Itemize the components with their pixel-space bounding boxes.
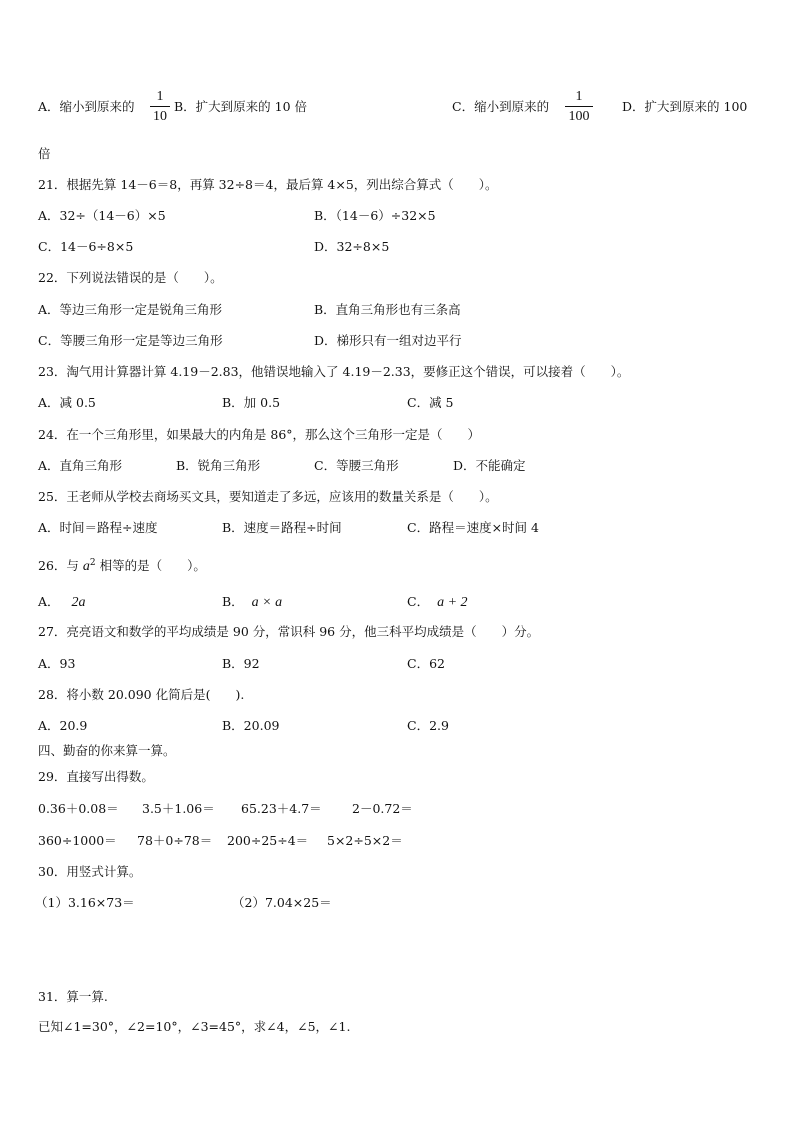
q27-option-a: A．93 xyxy=(38,656,76,671)
option-expression: a + 2 xyxy=(437,595,468,610)
fraction-denominator: 100 xyxy=(568,109,590,124)
option-label: A． xyxy=(38,594,60,609)
q26-option-b xyxy=(222,594,282,611)
q29-item: 5×2÷5×2＝ xyxy=(327,833,403,848)
q25-option-c: C．路程＝速度×时间 4 xyxy=(407,520,539,535)
q26-option-a xyxy=(38,594,86,611)
q24-option-d: D．不能确定 xyxy=(453,458,526,473)
q29-item: 0.36＋0.08＝ xyxy=(38,801,119,816)
section-four-title: 四、勤奋的你来算一算。 xyxy=(38,743,176,758)
q20-option-c: C．缩小到原来的 xyxy=(452,99,550,114)
q26-stem-prefix: 26．与 xyxy=(38,558,79,573)
fraction-numerator: 1 xyxy=(575,89,583,104)
option-expression: a × a xyxy=(251,595,283,610)
q28-option-c: C．2.9 xyxy=(407,718,449,733)
q25-stem: 25．王老师从学校去商场买文具，要知道走了多远，应该用的数量关系是（ ）。 xyxy=(38,489,498,504)
q30-part-1: （1）3.16×73＝ xyxy=(35,895,135,910)
q26-option-c xyxy=(407,594,468,611)
q21-option-b: B．（14－6）÷32×5 xyxy=(314,208,436,223)
q20-option-d: D．扩大到原来的 100 xyxy=(622,99,748,114)
fraction-bar xyxy=(150,106,170,107)
q29-item: 65.23＋4.7＝ xyxy=(241,801,322,816)
q28-option-b: B．20.09 xyxy=(222,718,280,733)
q20-option-a: A．缩小到原来的 xyxy=(38,99,135,114)
q21-option-c: C．14－6÷8×5 xyxy=(38,239,134,254)
option-label: C． xyxy=(407,594,430,609)
q21-stem: 21．根据先算 14－6＝8，再算 32÷8＝4，最后算 4×5，列出综合算式（ ）。 xyxy=(38,177,498,192)
q20-fraction-one-hundredth xyxy=(565,88,593,125)
fraction-bar xyxy=(565,106,593,107)
q29-item: 2－0.72＝ xyxy=(352,801,413,816)
q20-option-b: B．扩大到原来的 10 倍 xyxy=(174,99,308,114)
q20-fraction-one-tenth xyxy=(150,88,170,125)
q21-option-d: D．32÷8×5 xyxy=(314,239,390,254)
q26-stem-exponent: 2 xyxy=(89,557,96,568)
q26-stem xyxy=(38,558,206,575)
q31-body: 已知∠1=30°，∠2=10°，∠3=45°，求∠4，∠5，∠1. xyxy=(38,1019,351,1034)
q29-stem: 29．直接写出得数。 xyxy=(38,769,154,784)
q25-option-a: A．时间＝路程÷速度 xyxy=(38,520,158,535)
q29-item: 360÷1000＝ xyxy=(38,833,117,848)
q30-part-2: （2）7.04×25＝ xyxy=(232,895,332,910)
fraction-numerator: 1 xyxy=(156,89,164,104)
q31-stem: 31．算一算. xyxy=(38,989,108,1004)
q26-stem-variable: a xyxy=(82,559,90,574)
q28-stem: 28．将小数 20.090 化简后是( ). xyxy=(38,687,245,702)
q29-item: 3.5＋1.06＝ xyxy=(142,801,215,816)
q29-item: 200÷25÷4＝ xyxy=(227,833,309,848)
q25-option-b: B．速度＝路程÷时间 xyxy=(222,520,342,535)
q20-option-d-continued: 倍 xyxy=(38,146,51,161)
q22-option-d: D．梯形只有一组对边平行 xyxy=(314,333,462,348)
q24-option-b: B．锐角三角形 xyxy=(176,458,261,473)
q22-option-c: C．等腰三角形一定是等边三角形 xyxy=(38,333,223,348)
q24-option-a: A．直角三角形 xyxy=(38,458,123,473)
q27-option-c: C．62 xyxy=(407,656,445,671)
option-expression: 2a xyxy=(71,595,86,610)
q21-option-a: A．32÷（14－6）×5 xyxy=(38,208,166,223)
q23-option-b: B．加 0.5 xyxy=(222,395,281,410)
q30-stem: 30．用竖式计算。 xyxy=(38,864,142,879)
q23-option-c: C．减 5 xyxy=(407,395,454,410)
q29-item: 78＋0÷78＝ xyxy=(137,833,213,848)
option-label: B． xyxy=(222,594,244,609)
q24-option-c: C．等腰三角形 xyxy=(314,458,399,473)
q22-stem: 22．下列说法错误的是（ ）。 xyxy=(38,270,223,285)
q24-stem: 24．在一个三角形里，如果最大的内角是 86°，那么这个三角形一定是（ ） xyxy=(38,427,481,442)
q27-option-b: B．92 xyxy=(222,656,260,671)
q23-stem: 23．淘气用计算器计算 4.19－2.83，他错误地输入了 4.19－2.33，要修正这个错误，可以接着（ ）。 xyxy=(38,364,630,379)
q22-option-b: B．直角三角形也有三条高 xyxy=(314,302,461,317)
q26-stem-suffix: 相等的是（ ）。 xyxy=(99,558,206,573)
q27-stem: 27．亮亮语文和数学的平均成绩是 90 分，常识科 96 分，他三科平均成绩是（ ）分。 xyxy=(38,624,540,639)
q22-option-a: A．等边三角形一定是锐角三角形 xyxy=(38,302,223,317)
q23-option-a: A．减 0.5 xyxy=(38,395,96,410)
q28-option-a: A．20.9 xyxy=(38,718,88,733)
fraction-denominator: 10 xyxy=(153,109,167,124)
